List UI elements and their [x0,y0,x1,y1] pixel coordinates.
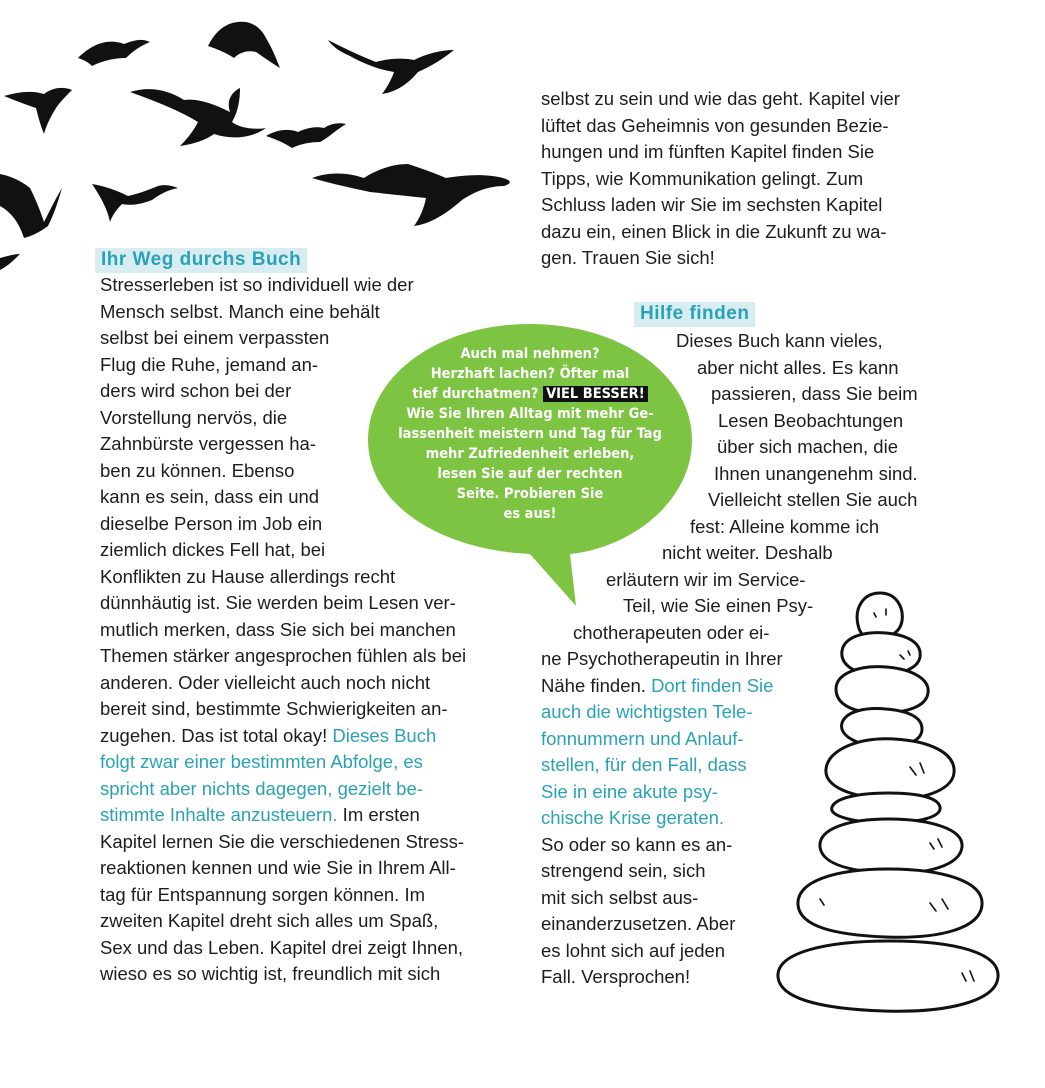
text-line: einanderzusetzen. Aber [541,913,736,934]
bird-icon [130,88,266,146]
text-highlight: stimmte Inhalte anzusteuern. [100,804,338,825]
text-line: strengend sein, sich [541,860,706,881]
text-line: ben zu können. Ebenso [100,459,295,481]
text-line: lüftet das Geheimnis von gesunden Bezie- [541,114,889,136]
birds-illustration-icon [0,0,520,280]
text-line: Konflikten zu Hause allerdings recht [100,565,396,587]
bird-icon [328,40,454,94]
text-line: aber nicht alles. Es kann [697,356,899,378]
bird-icon [0,254,20,270]
bubble-line-text: tief durchatmen? [412,386,539,402]
text-line: über sich machen, die [717,436,898,457]
stone-icon [826,739,954,799]
text-line: dünnhäutig ist. Sie werden beim Lesen ver- [100,592,456,613]
text-line: ne Psychotherapeutin in Ihrer [541,648,783,669]
stone-icon [798,869,982,937]
stone-icon [836,667,928,713]
text-line-highlight: chische Krise geraten. [541,807,725,828]
text-line: Flug die Ruhe, jemand an- [100,353,319,375]
text-line: nicht weiter. Deshalb [662,542,833,563]
text-line: Schluss laden wir Sie im sechsten Kapitel [541,194,883,215]
text-line: ders wird schon bei der [100,380,292,401]
text-plain: zugehen. Das ist total okay! [100,724,333,746]
text-line: dieselbe Person im Job ein [100,512,323,534]
text-line: erläutern wir im Service- [606,568,806,590]
text-line: Teil, wie Sie einen Psy- [623,595,814,616]
text-line: mutlich merken, dass Sie sich bei manchen [100,618,456,640]
bird-icon [4,88,72,134]
bird-icon [312,164,510,226]
text-line: ziemlich dickes Fell hat, bei [100,539,326,560]
bird-icon [78,40,150,66]
text-line: tag für Entspannung sorgen können. Im [100,883,425,905]
bird-icon [92,184,178,222]
bubble-line: Herzhaft lachen? Öfter mal [430,366,630,382]
text-line: Stresserleben ist so individuell wie der [100,274,414,295]
section-heading-hilfe-finden: Hilfe finden [634,302,755,327]
text-highlight: Dort finden Sie [651,674,774,696]
bubble-line: es aus! [503,506,557,522]
text-line: passieren, dass Sie beim [711,383,918,404]
text-line: fest: Alleine komme ich [690,515,880,537]
bubble-line: lassenheit meistern und Tag für Tag [398,426,662,442]
text-line: anderen. Oder vielleicht auch noch nicht [100,671,431,693]
text-line: chotherapeuten oder ei- [573,621,770,643]
text-line: dazu ein, einen Blick in die Zukunft zu wa- [541,220,887,242]
bird-icon [266,123,346,148]
text-line: gen. Trauen Sie sich! [541,247,715,268]
text-highlight: Dieses Buch [332,724,437,746]
text-line-highlight: stellen, für den Fall, dass [541,754,747,775]
viel-besser-badge: VIEL BESSER! [543,386,648,402]
text-plain: Nähe finden. [541,674,652,696]
text-line: Themen stärker angesprochen fühlen als bei [100,645,467,666]
text-line: So oder so kann es an- [541,833,733,855]
text-line: Lesen Beobachtungen [718,409,904,431]
bird-icon [208,22,280,68]
text-line: es lohnt sich auf jeden [541,939,726,961]
text-line-highlight: auch die wichtigsten Tele- [541,701,753,722]
text-line: Ihnen unangenehm sind. [714,462,918,484]
bird-icon [0,174,62,238]
text-line: Dieses Buch kann vieles, [676,330,883,351]
text-line: Zahnbürste vergessen ha- [100,433,316,454]
text-line-highlight: folgt zwar einer bestimmten Abfolge, es [100,751,423,772]
text-line: Mensch selbst. Manch eine behält [100,300,380,322]
section-heading-ihr-weg: Ihr Weg durchs Buch [95,248,307,273]
text-line: Fall. Versprochen! [541,966,691,987]
text-line: zweiten Kapitel dreht sich alles um Spaß, [100,910,439,931]
text-line-highlight: spricht aber nichts dagegen, gezielt be- [100,777,423,799]
bubble-line: Seite. Probieren Sie [456,486,604,502]
text-line: selbst bei einem verpassten [100,327,330,348]
text-line: hungen und im fünften Kapitel finden Sie [541,141,875,162]
text-line: Vielleicht stellen Sie auch [708,489,918,510]
text-line: kann es sein, dass ein und [100,486,320,507]
text-plain: Im ersten [337,804,420,825]
bubble-line: Wie Sie Ihren Alltag mit mehr Ge- [406,406,654,422]
text-line: Sex und das Leben. Kapitel drei zeigt Ihnen, [100,936,464,958]
text-line: Kapitel lernen Sie die verschiedenen Stress- [100,830,465,852]
text-line-highlight: fonnummern und Anlauf- [541,727,744,749]
text-line: Tipps, wie Kommunikation gelingt. Zum [541,167,864,189]
bubble-line: Auch mal nehmen? [460,346,600,362]
text-line: Vorstellung nervös, die [100,406,288,428]
text-line: selbst zu sein und wie das geht. Kapitel vier [541,88,900,109]
stone-icon [778,941,998,1011]
bubble-line: lesen Sie auf der rechten [437,466,623,482]
right-top-paragraph [541,86,900,272]
stacked-stones-icon [770,585,1010,1025]
bubble-line: mehr Zufriedenheit erleben, [425,446,635,462]
text-line: reaktionen kennen und wie Sie in Ihrem All- [100,857,456,878]
text-line: mit sich selbst aus- [541,886,699,908]
text-line-highlight: Sie in eine akute psy- [541,780,718,802]
text-line: wieso es so wichtig ist, freundlich mit sich [100,963,441,984]
text-line: bereit sind, bestimmte Schwierigkeiten an- [100,698,448,719]
